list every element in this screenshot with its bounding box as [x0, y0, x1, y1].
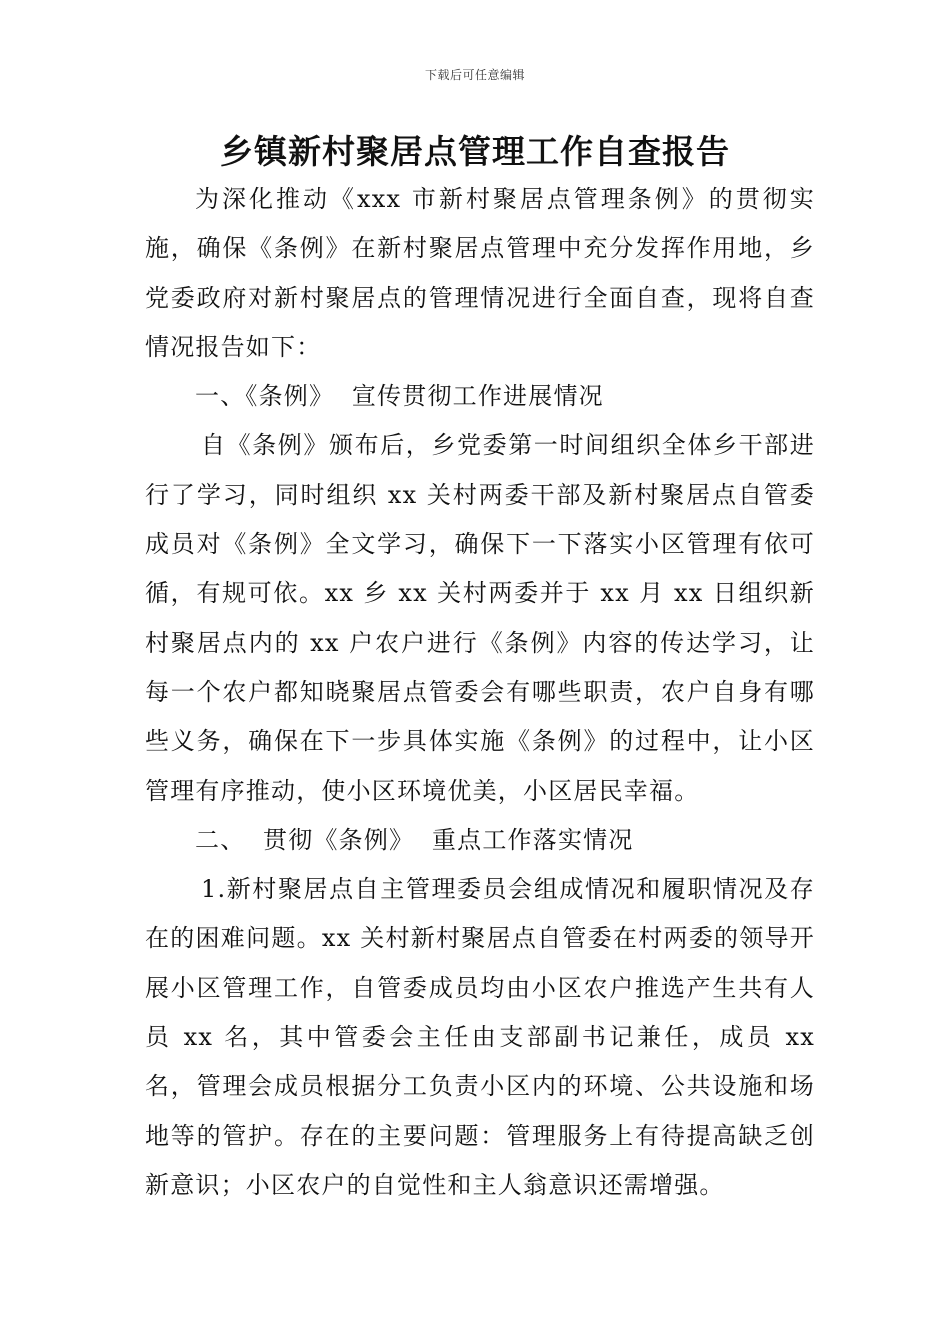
- document-body: [145, 175, 815, 1210]
- header-note: 下载后可任意编辑: [424, 68, 525, 82]
- document-title: 乡镇新村聚居点管理工作自查报告: [220, 132, 730, 171]
- section-1-paragraph: 自《条例》颁布后，乡党委第一时间组织全体乡干部进行了学习，同时组织 xx 关村两委干部及新村聚居点自管委成员对《条例》全文学习，确保下一下落实小区管理有依可循，有规可依。xx 乡 xx 关村两委并于 xx 月 xx 日组织新村聚居点内的 xx 户农户进行《条例》内容的传达学习，让每一个农户都知晓聚居点管委会有哪些职责，农户自身有哪些义务，确保在下一步具体实施《条例》的过程中，让小区管理有序推动，使小区环境优美，小区居民幸福。: [145, 431, 815, 805]
- section-2-paragraph: 1.新村聚居点自主管理委员会组成情况和履职情况及存在的困难问题。xx 关村新村聚居点自管委在村两委的领导开展小区管理工作，自管委成员均由小区农户推选产生共有人员 xx 名，其中管委会主任由支部副书记兼任，成员 xx 名，管理会成员根据分工负责小区内的环境、公共设施和场地等的管护。存在的主要问题：管理服务上有待提高缺乏创新意识；小区农户的自觉性和主人翁意识还需增强。: [145, 875, 815, 1199]
- section-heading-1: 一、《条例》 宣传贯彻工作进展情况: [195, 382, 604, 411]
- intro-paragraph: 为深化推动《xxx 市新村聚居点管理条例》的贯彻实施，确保《条例》在新村聚居点管理中充分发挥作用地，乡党委政府对新村聚居点的管理情况进行全面自查，现将自查情况报告如下：: [145, 185, 815, 361]
- section-heading-2: 二、 贯彻《条例》 重点工作落实情况: [195, 825, 634, 854]
